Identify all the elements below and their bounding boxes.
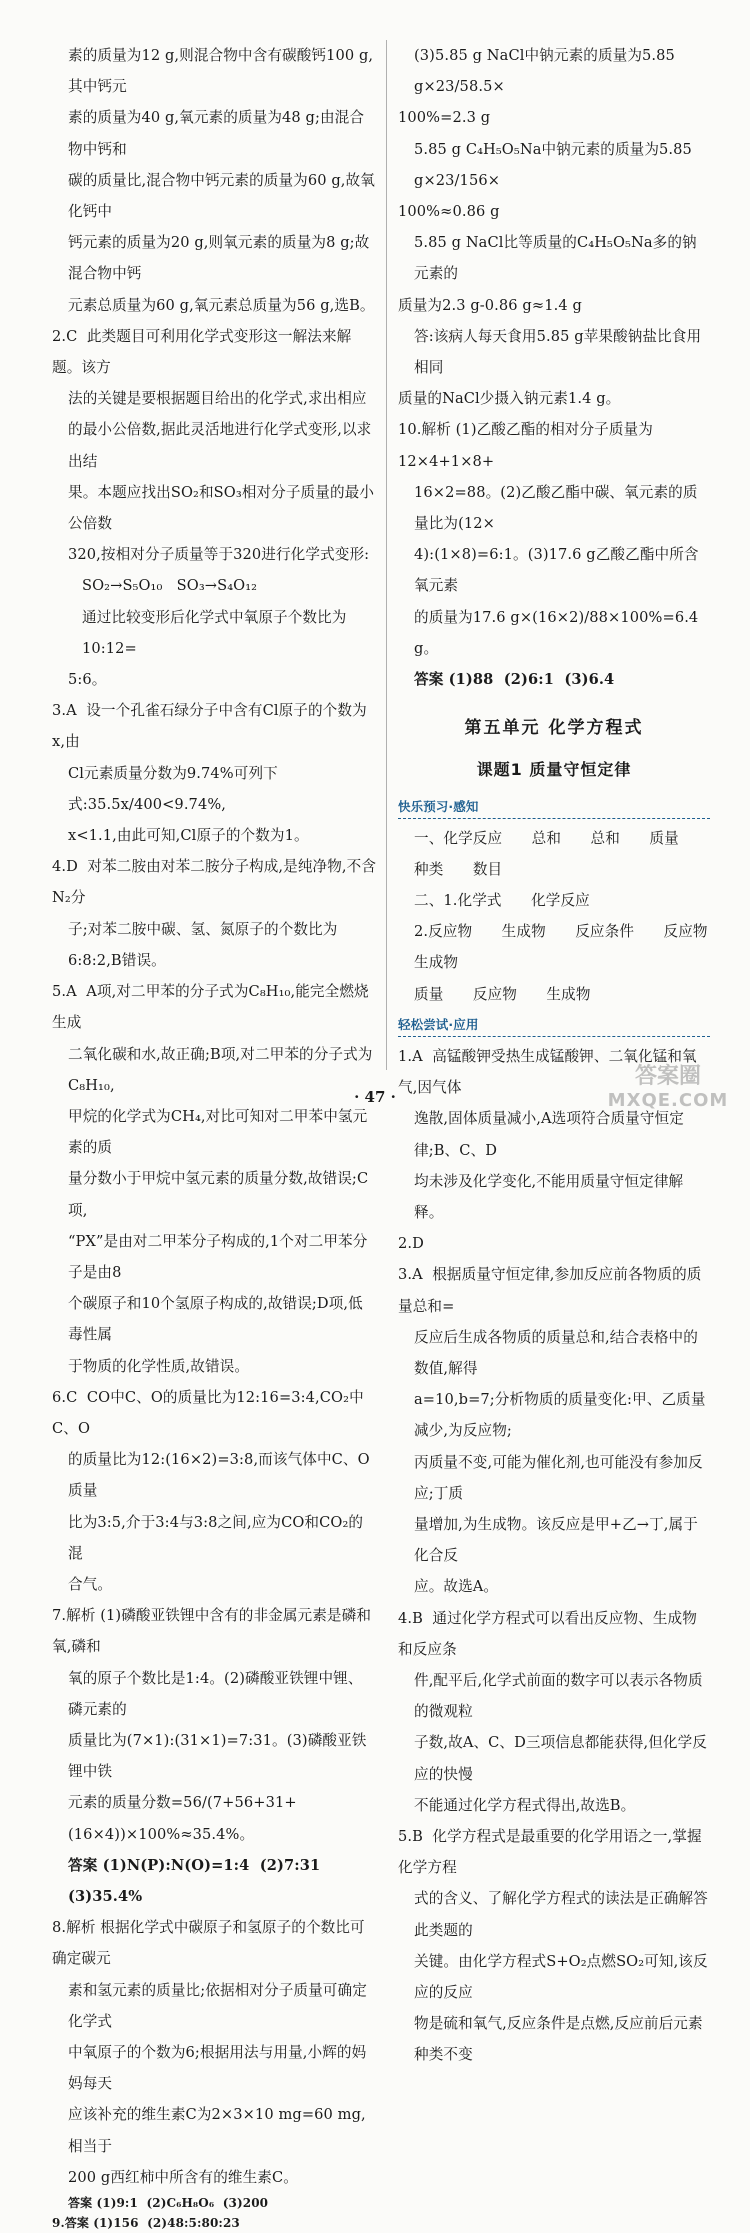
section-header-preview: 快乐预习·感知	[398, 796, 710, 819]
text-line: 素和氢元素的质量比;依据相对分子质量可确定化学式	[68, 1981, 367, 2030]
text-line: 式的含义、了解化学方程式的读法是正确解答此类题的	[414, 1890, 708, 1939]
text-line: 3.A 根据质量守恒定律,参加反应前各物质的质量总和=	[398, 1266, 702, 1315]
text-line: 果。本题应找出SO₂和SO₃相对分子质量的最小公倍数	[68, 483, 375, 533]
section-header-apply: 轻松尝试·应用	[398, 1014, 710, 1037]
text-line: 质量 反应物 生成物	[414, 985, 591, 1003]
text-line: 氧的原子个数比是1:4。(2)磷酸亚铁锂中锂、磷元素的	[68, 1669, 363, 1718]
text-line: 量分数小于甲烷中氢元素的质量分数,故错误;C项,	[68, 1170, 369, 1219]
text-line: 件,配平后,化学式前面的数字可以表示各物质的微观粒	[414, 1671, 703, 1721]
text-line: 物是硫和氧气,反应条件是点燃,反应前后元素种类不变	[414, 2015, 703, 2064]
text-line: 合气。	[68, 1575, 113, 1593]
watermark-url: MXQE.COM	[607, 1090, 729, 1111]
answer-line: 答案 (1)88 (2)6:1 (3)6.4	[414, 671, 615, 689]
answer-line: 答案 (1)N(P):N(O)=1:4 (2)7:31 (3)35.4%	[68, 1856, 331, 1905]
text-line: 的质量为17.6 g×(16×2)/88×100%=6.4 g。	[414, 608, 704, 657]
text-line: Cl元素质量分数为9.74%可列下式:35.5x/400<9.74%,	[68, 764, 278, 813]
text-line: 反应后生成各物质的质量总和,结合表格中的数值,解得	[414, 1328, 698, 1377]
text-line: 子数,故A、C、D三项信息都能获得,但化学反应的快慢	[414, 1734, 707, 1783]
text-line: 逸散,固体质量减小,A选项符合质量守恒定律;B、C、D	[414, 1110, 684, 1159]
text-line: 丙质量不变,可能为催化剂,也可能没有参加反应;丁质	[414, 1453, 703, 1502]
text-line: 2.D	[398, 1235, 424, 1253]
text-line: 碳的质量比,混合物中钙元素的质量为60 g,故氧化钙中	[68, 171, 375, 221]
text-line: 6:8:2,B错误。	[68, 951, 166, 969]
lesson-title: 课题1 质量守恒定律	[476, 760, 632, 780]
text-line: 关键。由化学方程式S+O₂点燃SO₂可知,该反应的反应	[414, 1952, 708, 2001]
text-line: 2.反应物 生成物 反应条件 反应物 生成物	[414, 923, 738, 972]
page-number: · 47 ·	[354, 1088, 396, 1106]
text-line: 的最小公倍数,据此灵活地进行化学式变形,以求出结	[68, 421, 372, 470]
text-line: 素的质量为12 g,则混合物中含有碳酸钙100 g,其中钙元	[68, 47, 374, 96]
text-line: 通过比较变形后化学式中氧原子个数比为10:12=	[82, 608, 347, 657]
text-line: 5.85 g NaCl比等质量的C₄H₅O₅Na多的钠元素的	[414, 234, 697, 283]
column-divider	[386, 40, 387, 1070]
watermark-text: 答案圈	[634, 1064, 701, 1089]
unit-title: 第五单元 化学方程式	[464, 718, 644, 739]
text-line: “PX”是由对二甲苯分子构成的,1个对二甲苯分子是由8	[68, 1232, 368, 1281]
text-line: 中氧原子的个数为6;根据用法与用量,小辉的妈妈每天	[68, 2044, 367, 2093]
text-line: 7.解析 (1)磷酸亚铁锂中含有的非金属元素是磷和氧,磷和	[52, 1607, 372, 1656]
text-line: 钙元素的质量为20 g,则氧元素的质量为8 g;故混合物中钙	[68, 234, 370, 283]
text-line: SO₂→S₅O₁₀ SO₃→S₄O₁₂	[82, 577, 258, 595]
text-line: 元素的质量分数=56/(7+56+31+(16×4))×100%≈35.4%。	[68, 1794, 297, 1843]
text-line: 子;对苯二胺中碳、氢、氮原子的个数比为	[68, 920, 338, 938]
text-line: 1.A 高锰酸钾受热生成锰酸钾、二氧化锰和氧气,因气体	[398, 1047, 697, 1097]
text-line: 3.A 设一个孔雀石绿分子中含有Cl原子的个数为x,由	[52, 702, 367, 751]
text-line: 素的质量为40 g,氧元素的质量为48 g;由混合物中钙和	[68, 109, 365, 158]
text-line: 不能通过化学方程式得出,故选B。	[414, 1796, 636, 1814]
text-line: 5:6。	[68, 671, 107, 689]
answer-line: 9.答案 (1)156 (2)48:5:80:23	[52, 2216, 240, 2231]
text-line: 4):(1×8)=6:1。(3)17.6 g乙酸乙酯中所含氧元素	[414, 546, 699, 595]
text-line: 二氧化碳和水,故正确;B项,对二甲苯的分子式为C₈H₁₀,	[68, 1045, 373, 1094]
text-line: 100%=2.3 g	[398, 109, 491, 127]
watermark-logo	[598, 1065, 738, 1115]
text-line: 2.C 此类题目可利用化学式变形这一解法来解题。该方	[52, 327, 352, 377]
text-line: 元素总质量为60 g,氧元素总质量为56 g,选B。	[68, 296, 375, 314]
text-line: 5.85 g C₄H₅O₅Na中钠元素的质量为5.85 g×23/156×	[414, 140, 697, 189]
text-line: 个碳原子和10个氢原子构成的,故错误;D项,低毒性属	[68, 1295, 363, 1344]
text-line: 应。故选A。	[414, 1578, 499, 1596]
answer-line: 答案 (1)9:1 (2)C₆H₈O₆ (3)200	[68, 2196, 269, 2211]
text-line: x<1.1,由此可知,Cl原子的个数为1。	[68, 827, 309, 845]
text-line: 甲烷的化学式为CH₄,对比可知对二甲苯中氢元素的质	[68, 1107, 368, 1157]
text-line: 于物质的化学性质,故错误。	[68, 1357, 250, 1375]
text-line: 100%≈0.86 g	[398, 203, 500, 221]
text-line: 法的关键是要根据题目给出的化学式,求出相应	[68, 390, 367, 408]
text-line: 5.B 化学方程式是最重要的化学用语之一,掌握化学方程	[398, 1827, 702, 1877]
text-line: 6.C CO中C、O的质量比为12:16=3:4,CO₂中C、O	[52, 1388, 364, 1437]
left-column	[52, 40, 377, 2233]
text-line: 16×2=88。(2)乙酸乙酯中碳、氧元素的质量比为(12×	[414, 483, 698, 533]
text-line: 4.D 对苯二胺由对苯二胺分子构成,是纯净物,不含N₂分	[52, 858, 377, 907]
text-line: 10.解析 (1)乙酸乙酯的相对分子质量为12×4+1×8+	[398, 421, 653, 470]
text-line: 均未涉及化学变化,不能用质量守恒定律解释。	[414, 1172, 684, 1221]
text-line: 质量为2.3 g-0.86 g≈1.4 g	[398, 296, 582, 314]
text-line: 质量的NaCl少摄入钠元素1.4 g。	[398, 390, 621, 408]
text-line: a=10,b=7;分析物质的质量变化:甲、乙质量减少,为反应物;	[414, 1391, 706, 1440]
text-line: 二、1.化学式 化学反应	[414, 892, 590, 910]
text-line: 一、化学反应 总和 总和 质量 种类 数目	[414, 829, 709, 878]
right-column	[398, 40, 738, 2071]
text-line: 5.A A项,对二甲苯的分子式为C₈H₁₀,能完全燃烧生成	[52, 983, 369, 1032]
text-line: 应该补充的维生素C为2×3×10 mg=60 mg,相当于	[68, 2106, 366, 2155]
text-line: 8.解析 根据化学式中碳原子和氢原子的个数比可确定碳元	[52, 1919, 365, 1968]
text-line: 质量比为(7×1):(31×1)=7:31。(3)磷酸亚铁锂中铁	[68, 1731, 367, 1781]
text-line: 的质量比为12:(16×2)=3:8,而该气体中C、O质量	[68, 1451, 370, 1500]
text-line: (3)5.85 g NaCl中钠元素的质量为5.85 g×23/58.5×	[414, 47, 680, 96]
text-line: 量增加,为生成物。该反应是甲+乙→丁,属于化合反	[414, 1515, 698, 1565]
text-line: 答:该病人每天食用5.85 g苹果酸钠盐比食用相同	[414, 327, 702, 377]
text-line: 200 g西红柿中所含有的维生素C。	[68, 2168, 298, 2186]
text-line: 320,按相对分子质量等于320进行化学式变形:	[68, 546, 370, 564]
text-line: 4.B 通过化学方程式可以看出反应物、生成物和反应条	[398, 1609, 697, 1658]
text-line: 比为3:5,介于3:4与3:8之间,应为CO和CO₂的混	[68, 1513, 364, 1562]
